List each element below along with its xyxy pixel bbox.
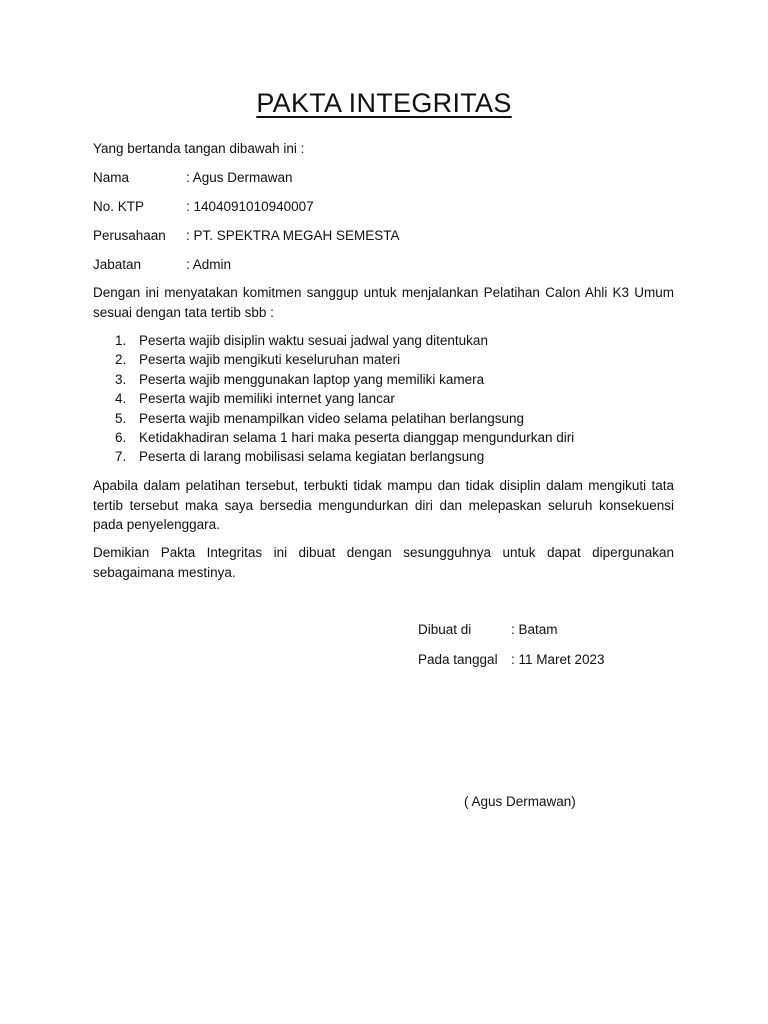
sign-place-label: Dibuat di [418,622,472,637]
list-item [93,350,674,369]
field-label: Perusahaan [93,228,166,243]
list-number: 1. [115,333,127,348]
list-text: Peserta wajib menggunakan laptop yang memiliki kamera [139,371,485,387]
list-number: 2. [115,352,127,368]
list-item [93,389,674,408]
list-text: Peserta di larang mobilisasi selama kegiatan berlangsung [139,449,485,465]
field-label: No. KTP [93,199,145,214]
list-text: Peserta wajib mengikuti keseluruhan materi [139,352,401,368]
field-value: : PT. SPEKTRA MEGAH SEMESTA [186,228,400,243]
document-title: PAKTA INTEGRITAS [256,88,512,118]
list-text: Ketidakhadiran selama 1 hari maka peserta dianggap mengundurkan diri [139,429,575,445]
list-item [93,409,674,428]
list-text: Peserta wajib memiliki internet yang lancar [139,391,395,407]
list-number: 5. [115,410,127,426]
field-value: : 1404091010940007 [186,199,314,214]
statement-paragraph: Dengan ini menyatakan komitmen sanggup untuk menjalankan Pelatihan Calon Ahli K3 Umum sesuai dengan tata tertib sbb : [93,285,674,320]
rules-list [93,331,674,467]
sign-place-value: : Batam [511,622,558,637]
list-number: 7. [115,449,127,465]
closing-paragraph: Demikian Pakta Integritas ini dibuat dengan sesungguhnya untuk dapat dipergunakan sebagaimana mestinya. [93,545,674,580]
consequence-paragraph: Apabila dalam pelatihan tersebut, terbukti tidak mampu dan tidak disiplin dalam mengikuti tata tertib tersebut maka saya bersedia mengundurkan diri dan melepaskan seluruh konsekuensi pada penyelenggara. [93,478,674,532]
list-text: Peserta wajib menampilkan video selama pelatihan berlangsung [139,410,524,426]
field-value: : Agus Dermawan [186,170,293,185]
sign-date-label: Pada tanggal [418,652,498,667]
field-value: : Admin [186,257,232,272]
field-label: Nama [93,170,130,185]
list-item [93,331,674,350]
list-number: 3. [115,371,127,387]
signature-name: ( Agus Dermawan) [464,794,576,809]
sign-date-value: : 11 Maret 2023 [511,652,605,667]
list-item [93,447,674,466]
list-item [93,428,674,447]
list-number: 4. [115,391,127,407]
list-number: 6. [115,429,127,445]
field-label: Jabatan [93,257,142,272]
intro-text: Yang bertanda tangan dibawah ini : [93,141,305,156]
list-text: Peserta wajib disiplin waktu sesuai jadwal yang ditentukan [139,333,488,348]
list-item [93,370,674,389]
